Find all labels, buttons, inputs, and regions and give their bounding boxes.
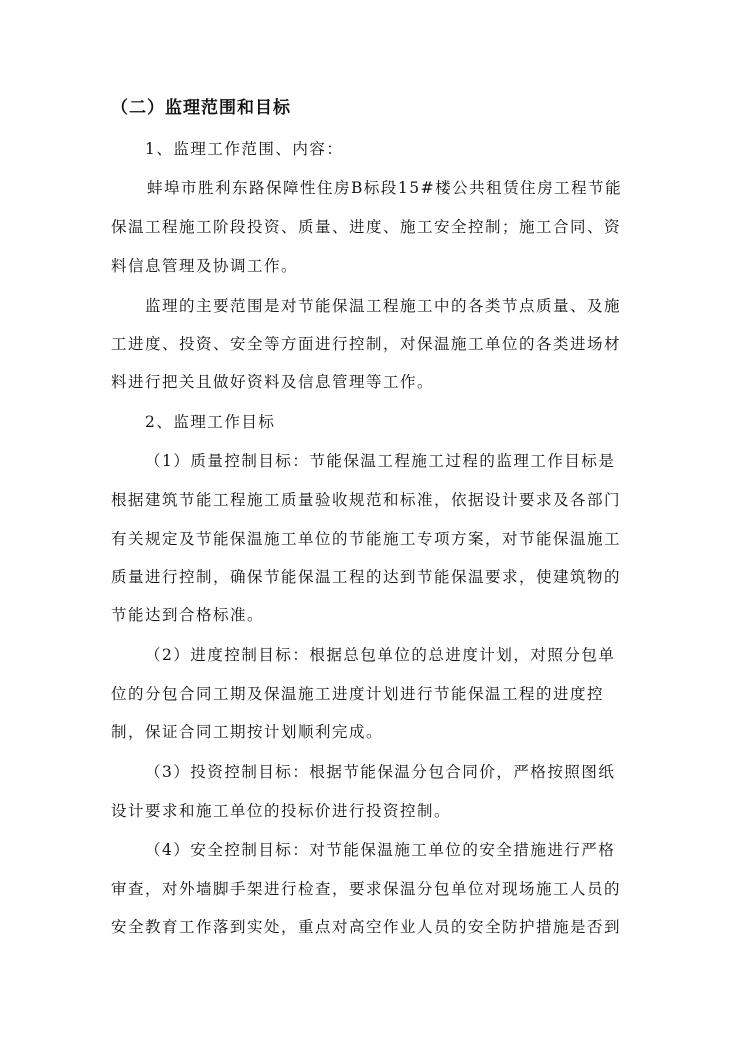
paragraph-line: （2）进度控制目标：根据总包单位的总进度计划，对照分包单 [145, 646, 616, 664]
paragraph-line: （1）质量控制目标：节能保温工程施工过程的监理工作目标是 [145, 452, 616, 470]
paragraph-line: 工进度、投资、安全等方面进行控制，对保温施工单位的各类进场材 [111, 335, 622, 353]
paragraph-line: 节能达到合格标准。 [111, 606, 265, 624]
paragraph-line: 质量进行控制，确保节能保温工程的达到节能保温要求，使建筑物的 [111, 568, 622, 586]
paragraph-line: 保温工程施工阶段投资、质量、进度、施工安全控制；施工合同、资 [111, 218, 622, 236]
paragraph-line: 根据建筑节能工程施工质量验收规范和标准，依据设计要求及各部门 [111, 491, 622, 509]
subsection-title-goals: 2、监理工作目标 [145, 413, 276, 431]
subsection-title-scope: 1、监理工作范围、内容： [145, 140, 344, 158]
paragraph-line: 审查，对外墙脚手架进行检查，要求保温分包单位对现场施工人员的 [111, 880, 622, 898]
paragraph-line: 设计要求和施工单位的投标价进行投资控制。 [111, 802, 452, 820]
paragraph-line: （3）投资控制目标：根据节能保温分包合同价，严格按照图纸 [145, 763, 616, 781]
paragraph-line: 位的分包合同工期及保温施工进度计划进行节能保温工程的进度控 [111, 685, 605, 703]
paragraph-line: 制，保证合同工期按计划顺利完成。 [111, 723, 384, 741]
paragraph-line: 蚌埠市胜利东路保障性住房B标段15#楼公共租赁住房工程节能 [147, 179, 623, 197]
paragraph-line: 料进行把关且做好资料及信息管理等工作。 [111, 373, 435, 391]
paragraph-line: 料信息管理及协调工作。 [111, 257, 299, 275]
section-heading: （二）监理范围和目标 [111, 98, 291, 118]
paragraph-line: 安全教育工作落到实处，重点对高空作业人员的安全防护措施是否到 [111, 918, 622, 936]
paragraph-line: （4）安全控制目标：对节能保温施工单位的安全措施进行严格 [145, 841, 616, 859]
paragraph-line: 监理的主要范围是对节能保温工程施工中的各类节点质量、及施 [145, 297, 622, 315]
paragraph-line: 有关规定及节能保温施工单位的节能施工专项方案，对节能保温施工 [111, 530, 622, 548]
